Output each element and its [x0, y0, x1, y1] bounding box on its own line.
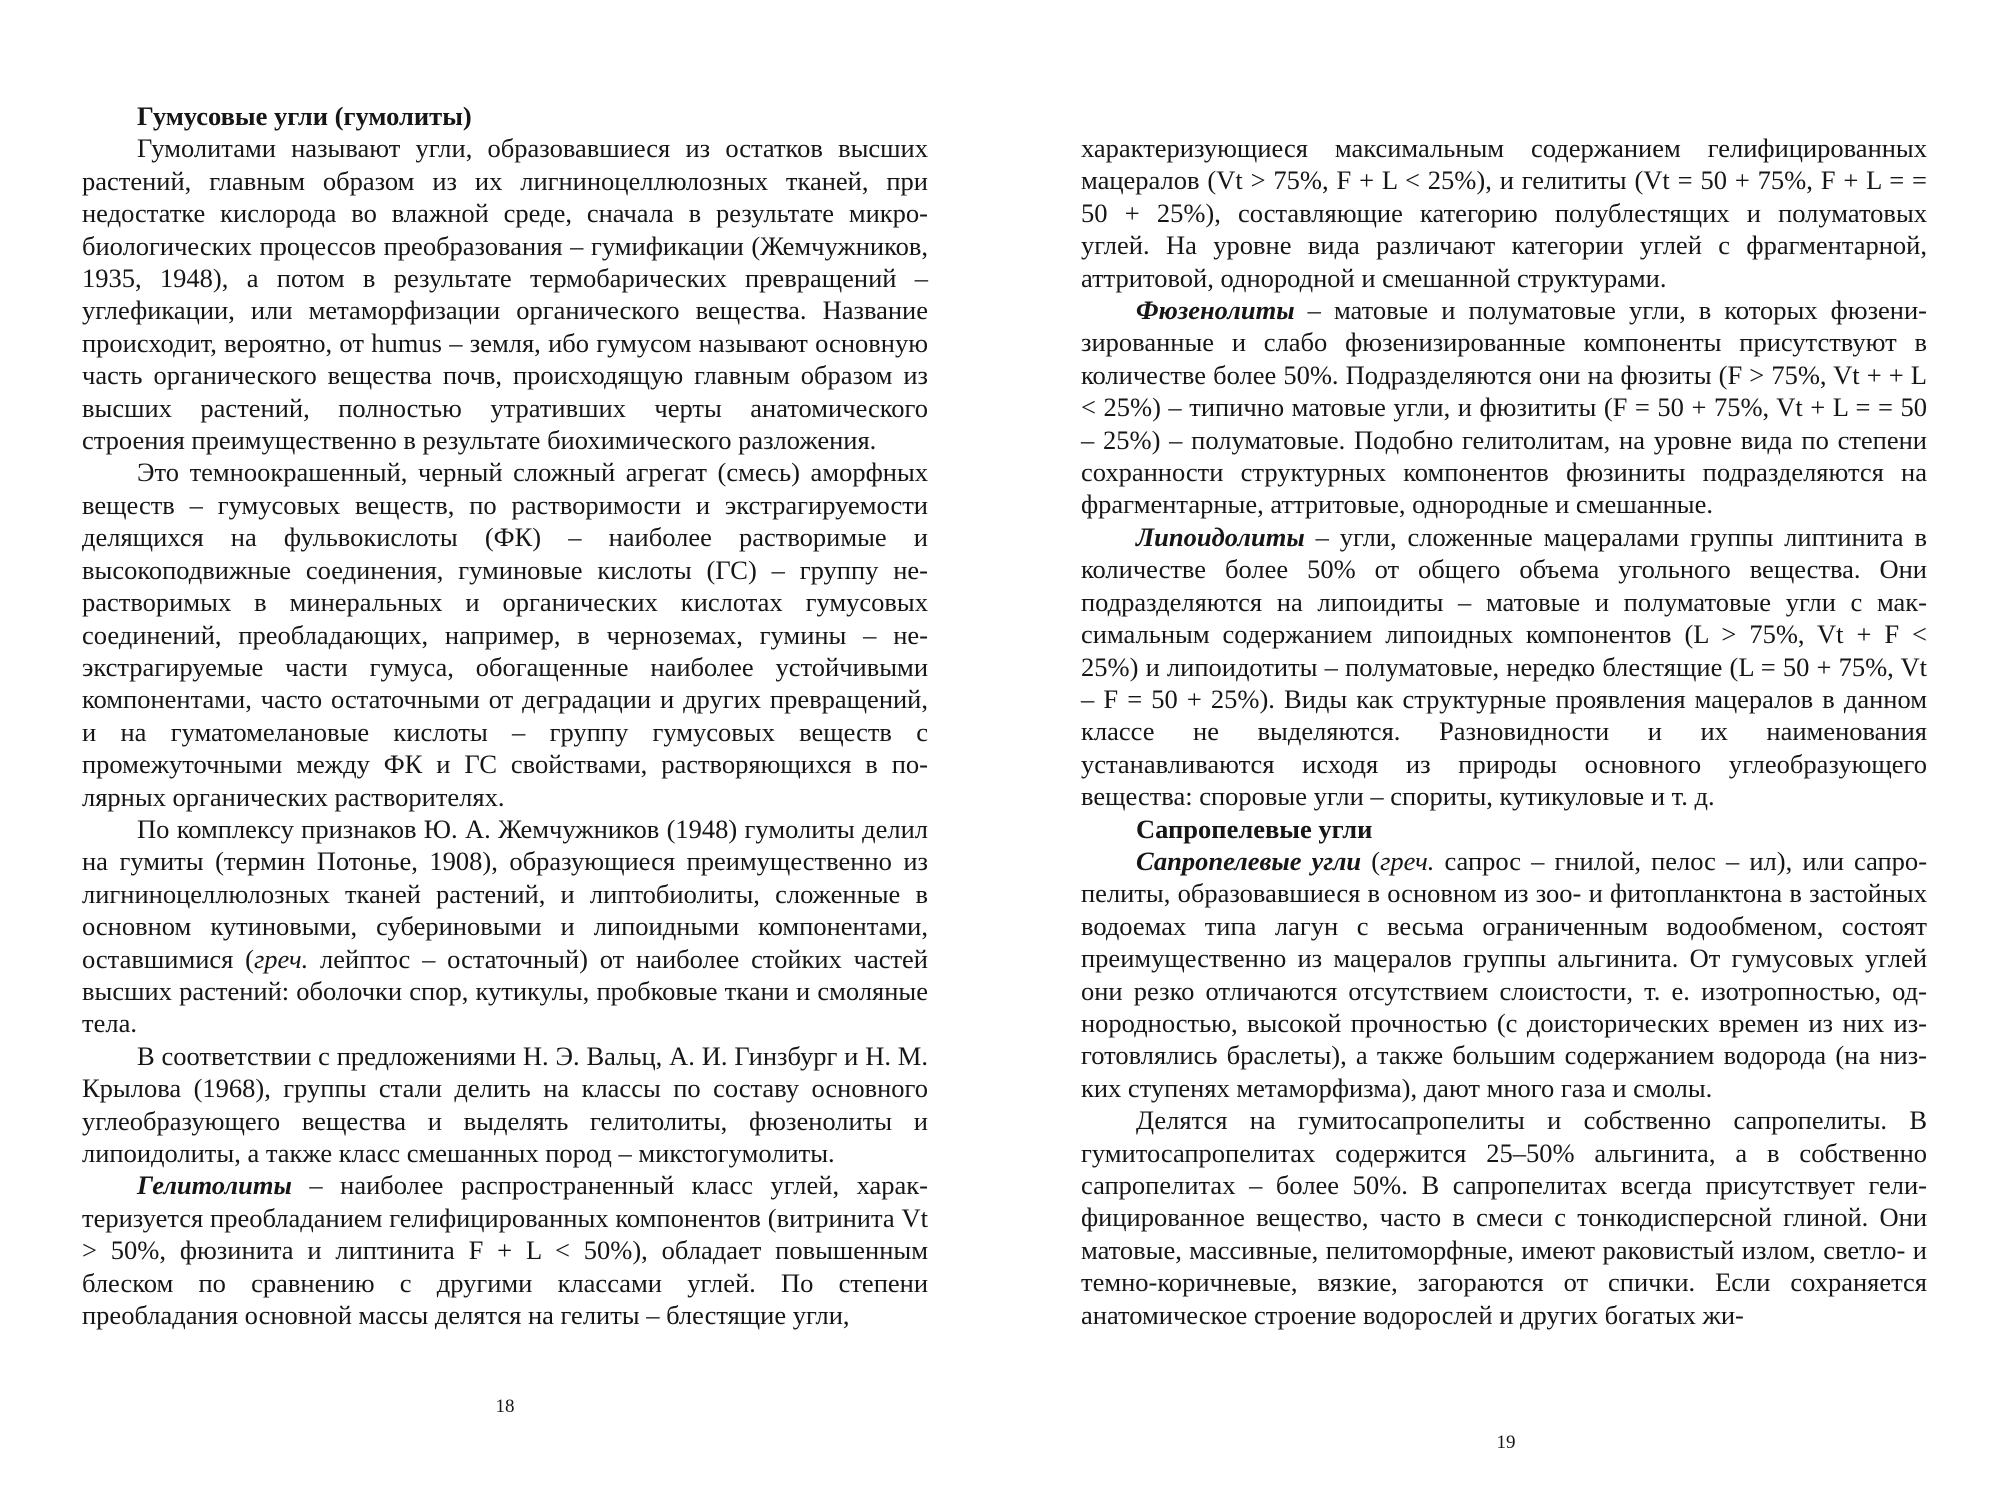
text-run: (	[1361, 845, 1381, 876]
paragraph-gelitolites	[82, 1169, 928, 1331]
text-run: По комплексу признаков Ю. А. Жемчужников (1948) гумолиты делил на гумиты (термин Потонье, 1908), образующиеся преимущественно из лигниноцеллюлозных тканей растений, и липтобиолиты, сложенные в основном кутиновыми, субериновыми и липоидными компонентами, оставшимися (	[82, 813, 928, 974]
right-page	[1000, 0, 2000, 1500]
text-run: лейптос – остаточный) от наиболее стойких частей высших растений: оболочки спор, кутикулы, пробковые ткани и смоляные тела.	[82, 943, 928, 1039]
term-gelitolites: Гелитолиты	[137, 1170, 292, 1201]
term-lipoidolites: Липоидолиты	[1136, 521, 1305, 552]
section-heading-sapropel-coals: Сапропелевые угли	[1136, 813, 1373, 844]
paragraph-valts-ginzburg-krylova: В соответствии с предложениями Н. Э. Вальц, А. И. Гинзбург и Н. М. Крылова (1968), группы стали делить на классы по составу основного углеобразующего вещества и выделять гелитолиты, фюзенолиты и липоидолиты, а также класс смешанных пород – микстогумолиты.	[82, 1040, 928, 1168]
paragraph-humic-substances: Это темноокрашенный, черный сложный агрегат (смесь) аморфных веществ – гумусовых веществ, по растворимости и экстрагируемости делящихся на фульвокислоты (ФК) – наиболее растворимые и высокоподвижные соединения, гуминовые кислоты (ГС) – группу нерастворимых в минеральных и органических кислотах гумусовых соединений, преобладающих, например, в черноземах, гумины – неэкстрагируемые части гумуса, обогащенные наиболее устойчивыми компонентами, часто остаточными от деградации и других превращений, и на гуматомелановые кислоты – группу гумусовых веществ с промежуточными между ФК и ГС свойствами, растворяющихся в полярных органических растворителях.	[82, 457, 928, 812]
text-run: – угли, сложенные мацералами группы липтинита в количестве более 50% от общего объема угольного вещества. Они подразделяются на липоидиты – матовые и полуматовые угли с максимальным содержанием липоидных компонентов (L > 75%, Vt + F < 25%) и липоидотиты – полуматовые, нередко блестящие (L = 50 + 75%, Vt – F = 50 + 25%). Виды как структурные проявления мацералов в данном классе не выделяются. Разновидности и их наименования устанавливаются исходя из природы основного углеобразующего вещества: споровые угли – спориты, кутикуловые и т. д.	[1081, 521, 1927, 812]
paragraph-sapropelites-definition	[1081, 845, 1927, 1104]
paragraph-gelites-continued: характеризующиеся максимальным содержанием гелифицированных мацералов (Vt > 75%, F + L < 25%), и гелититы (Vt = 50 + 75%, F + L = = 50 + 25%), составляющие категорию полублестящих и полуматовых углей. На уровне вида различают категории углей с фрагментарной, аттритовой, однородной и смешанной структурами.	[1081, 133, 1927, 293]
paragraph-zhemchuzhnikov-classification	[82, 813, 928, 1040]
page-number-right: 19	[1496, 1432, 1516, 1453]
text-run: сапрос – гнилой, пелос – ил), или сапропелиты, образовавшиеся в основном из зоо- и фитопланктона в застойных водоемах типа лагун с весьма ограниченным водообменом, состоят преимущественно из мацералов группы альгинита. От гумусовых углей они резко отличаются отсутствием слоистости, т. е. изотропностью, однородностью, высокой прочностью (с доисторических времен из них изготовлялись браслеты), а также большим содержанием водорода (на низких ступенях метаморфизма), дают много газа и смолы.	[1081, 845, 1928, 1103]
paragraph-fusenolites	[1081, 294, 1927, 521]
term-fusenolites: Фюзенолиты	[1136, 295, 1295, 326]
paragraph-sapropelites-division: Делятся на гумитосапропелиты и собственно сапропелиты. В гумитосапропелитах содержится 25–50% альгинита, а в собственно сапропелитах – более 50%. В сапропелитах всегда присутствует гелифицированное вещество, часто в смеси с тонкодисперсной глиной. Они матовые, массивные, пелитоморфные, имеют раковистый излом, светло- и темно-коричневые, вязкие, загораются от спички. Если сохраняется анатомическое строение водорослей и других богатых жи-	[1081, 1105, 1927, 1330]
right-text-column	[1081, 132, 1927, 1331]
text-run: – матовые и полуматовые угли, в которых фюзенизированные и слабо фюзенизированные компоненты присутствуют в количестве более 50%. Подразделяются они на фюзиты (F > 75%, Vt + + L < 25%) – типично матовые угли, и фюзититы (F = 50 + 75%, Vt + L = = 50 – 25%) – полуматовые. Подобно гелитолитам, на уровне вида по степени сохранности структурных компонентов фюзиниты подразделяются на фрагментарные, аттритовые, однородные и смешанные.	[1081, 295, 1927, 520]
term-sapropel-coals: Сапропелевые угли	[1136, 845, 1362, 876]
paragraph-humolites-definition: Гумолитами называют угли, образовавшиеся из остатков высших растений, главным образом из их лигниноцеллюлозных тканей, при недостатке кислорода во влажной среде, сначала в результате микробиологических процессов преобразования – гумификации (Жемчужников, 1935, 1948), а потом в результате термобарических превращений – углефикации, или метаморфизации органического вещества. Название происходит, вероятно, от humus – земля, ибо гумусом называют основную часть органического вещества почв, происходящую главным образом из высших растений, полностью утративших черты анатомического строения преимущественно в результате биохимического разложения.	[82, 133, 928, 456]
paragraph-lipoidolites	[1081, 521, 1927, 813]
italic-abbrev-greek: греч.	[1380, 845, 1435, 876]
text-run: – наиболее распространенный класс углей, характеризуется преобладанием гелифицированных компонентов (витринита Vt > 50%, фюзинита и липтинита F + L < 50%), обладает повышенным блеском по сравнению с другими классами углей. По степени преобладания основной массы делятся на гелиты – блестящие угли,	[82, 1170, 928, 1331]
page-number-left: 18	[495, 1396, 515, 1417]
italic-abbrev-greek: греч.	[253, 943, 309, 974]
left-text-column	[82, 100, 928, 1331]
section-heading-humus-coals: Гумусовые угли (гумолиты)	[137, 101, 472, 131]
